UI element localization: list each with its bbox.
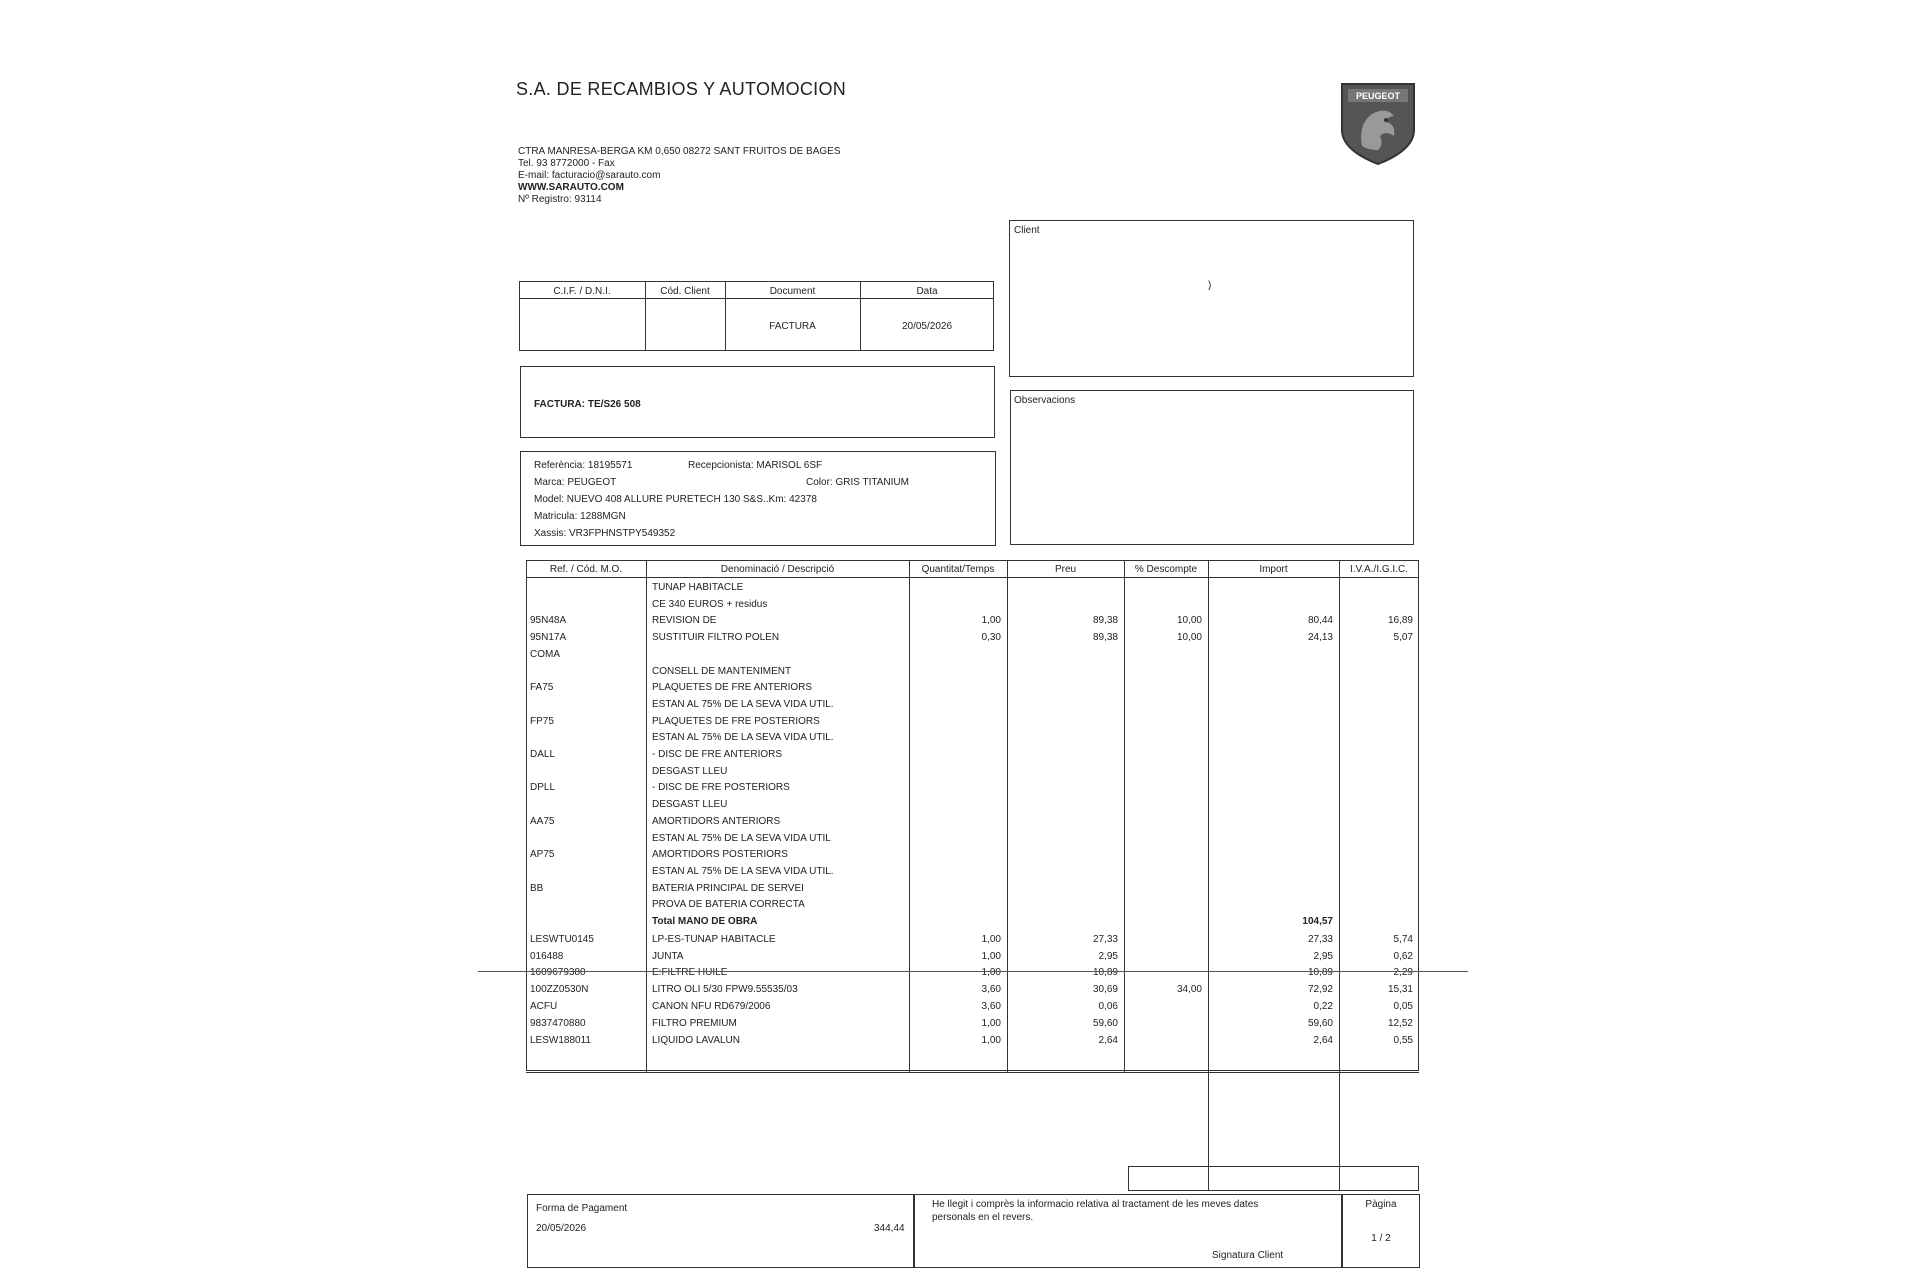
cell-ref: 1609679380 [530,967,586,978]
cell-desc: PROVA DE BATERIA CORRECTA [652,899,805,910]
col-header-description: Denominació / Descripció [720,564,835,575]
cell-qty: 1,00 [981,967,1001,978]
cell-ref: 9837470880 [530,1018,586,1029]
cell-qty: 1,00 [981,615,1001,626]
cell-desc: LITRO OLI 5/30 FPW9.55535/03 [652,984,798,995]
totals-divider [1208,1166,1209,1191]
cell-disc: 34,00 [1176,984,1202,995]
document-value: FACTURA [769,321,816,332]
cell-qty: 3,60 [981,984,1001,995]
observations-box [1010,390,1414,545]
cell-price: 89,38 [1092,615,1118,626]
cell-vat: 0,62 [1393,951,1413,962]
cell-desc: JUNTA [652,951,684,962]
cell-desc: CANON NFU RD679/2006 [652,1001,771,1012]
cell-ref: DALL [530,749,556,760]
signature-label: Signatura Client [1212,1250,1284,1261]
cell-vat: 0,55 [1393,1035,1413,1046]
cell-vat: 5,74 [1393,934,1413,945]
cell-ref: DPLL [530,782,556,793]
cell-desc: AMORTIDORS ANTERIORS [652,816,781,827]
payment-amount: 344,44 [874,1223,905,1234]
cell-ref: LESW188011 [530,1035,591,1046]
table-body-bottom [526,1072,1419,1073]
cell-vat: 12,52 [1387,1018,1413,1029]
col-divider [646,560,647,1072]
cell-desc: DESGAST LLEU [652,799,728,810]
cell-ref: BB [530,883,544,894]
vehicle-model: Model: NUEVO 408 ALLURE PURETECH 130 S&S..Km: 42378 [534,494,817,505]
company-email: E-mail: facturacio@sarauto.com [518,170,661,181]
vehicle-plate: Matricula: 1288MGN [534,511,626,522]
date-value: 20/05/2026 [901,321,953,332]
vehicle-color: Color: GRIS TITANIUM [806,477,909,488]
page-label: Pàgina [1365,1199,1397,1210]
col-header-quantity: Quantitat/Temps [921,564,995,575]
cell-vat: 2,29 [1393,967,1413,978]
col-header-import: Import [1259,564,1288,575]
cell-ref: COMA [530,649,560,660]
cell-ref: 95N17A [530,632,567,643]
cell-price: 2,95 [1098,951,1118,962]
company-name: S.A. DE RECAMBIOS Y AUTOMOCION [516,79,847,99]
cell-vat: 16,89 [1387,615,1413,626]
cell-imp: 2,64 [1313,1035,1333,1046]
cell-imp: 80,44 [1307,615,1333,626]
totals-strip [1128,1166,1419,1191]
vehicle-reference: Referència: 18195571 [534,460,633,471]
cell-qty: 1,00 [981,934,1001,945]
company-address: CTRA MANRESA-BERGA KM 0,650 08272 SANT FRUITOS DE BAGES [518,146,841,157]
company-phone: Tel. 93 8772000 - Fax [518,158,615,169]
client-value: ) [1208,280,1212,291]
cell-imp: 0,22 [1313,1001,1333,1012]
cell-ref: ACFU [530,1001,558,1012]
cell-desc: CE 340 EUROS + residus [652,599,768,610]
cell-desc: REVISION DE [652,615,717,626]
cell-desc: ESTAN AL 75% DE LA SEVA VIDA UTIL. [652,866,834,877]
cell-imp: 24,13 [1307,632,1333,643]
cell-ref: FP75 [530,716,554,727]
cell-desc: ESTAN AL 75% DE LA SEVA VIDA UTIL [652,833,831,844]
cell-desc: PLAQUETES DE FRE POSTERIORS [652,716,820,727]
privacy-line-2: personals en el revers. [932,1212,1034,1223]
cell-desc: AMORTIDORS POSTERIORS [652,849,788,860]
client-code-label: Cód. Client [660,286,710,297]
cell-imp: 59,60 [1307,1018,1333,1029]
cell-desc: PLAQUETES DE FRE ANTERIORS [652,682,813,693]
cif-label: C.I.F. / D.N.I. [553,286,611,297]
cell-price: 0,06 [1098,1001,1118,1012]
vehicle-chassis: Xassis: VR3FPHNSTPY549352 [534,528,676,539]
vehicle-brand: Marca: PEUGEOT [534,477,617,488]
logo-text: PEUGEOT [1355,91,1401,101]
col-header-discount: % Descompte [1134,564,1198,575]
cell-desc: ESTAN AL 75% DE LA SEVA VIDA UTIL. [652,732,834,743]
cell-desc: CONSELL DE MANTENIMENT [652,666,792,677]
cell-disc: 10,00 [1176,615,1202,626]
header-divider [519,298,994,299]
cell-imp: 10,89 [1307,967,1333,978]
cell-desc: LIQUIDO LAVALUN [652,1035,740,1046]
cell-qty: 1,00 [981,1035,1001,1046]
cell-disc: 10,00 [1176,632,1202,643]
cell-ref: AA75 [530,816,555,827]
vehicle-receptionist: Recepcionista: MARISOL 6SF [688,460,823,471]
cell-desc: LP-ES-TUNAP HABITACLE [652,934,776,945]
cell-ref: 95N48A [530,615,567,626]
scan-line [478,971,1468,972]
observations-label: Observacions [1014,395,1076,406]
cell-desc: - DISC DE FRE POSTERIORS [652,782,790,793]
payment-label: Forma de Pagament [536,1203,628,1214]
cell-qty: 3,60 [981,1001,1001,1012]
cell-qty: 0,30 [981,632,1001,643]
cell-desc: ESTAN AL 75% DE LA SEVA VIDA UTIL. [652,699,834,710]
cell-imp: 104,57 [1302,916,1333,927]
cell-desc: SUSTITUIR FILTRO POLEN [652,632,780,643]
cell-ref: 016488 [530,951,564,962]
cell-desc: TUNAP HABITACLE [652,582,744,593]
invoice-number: FACTURA: TE/S26 508 [534,399,641,410]
cell-imp: 2,95 [1313,951,1333,962]
cell-qty: 1,00 [981,1018,1001,1029]
company-registry: Nº Registro: 93114 [518,194,602,205]
cell-desc: DESGAST LLEU [652,766,728,777]
cell-ref: 100ZZ0530N [530,984,589,995]
client-label: Client [1014,225,1040,236]
cell-price: 30,69 [1092,984,1118,995]
cell-vat: 5,07 [1393,632,1413,643]
cell-imp: 27,33 [1307,934,1333,945]
cell-desc: E:FILTRE HUILE [652,967,728,978]
col-header-ref: Ref. / Cód. M.O. [549,564,623,575]
peugeot-logo [1338,80,1418,166]
payment-date: 20/05/2026 [536,1223,587,1234]
cell-desc: - DISC DE FRE ANTERIORS [652,749,783,760]
cell-ref: FA75 [530,682,554,693]
cell-price: 27,33 [1092,934,1118,945]
cell-price: 10,89 [1092,967,1118,978]
cell-qty: 1,00 [981,951,1001,962]
cell-imp: 72,92 [1307,984,1333,995]
date-label: Data [916,286,938,297]
cell-price: 89,38 [1092,632,1118,643]
cell-desc: FILTRO PREMIUM [652,1018,737,1029]
cell-ref: LESWTU0145 [530,934,594,945]
page-number: 1 / 2 [1371,1233,1391,1244]
cell-desc: BATERIA PRINCIPAL DE SERVEI [652,883,804,894]
cell-ref: AP75 [530,849,555,860]
col-header-price: Preu [1054,564,1077,575]
client-box [1009,220,1414,377]
document-label: Document [769,286,816,297]
cell-desc: Total MANO DE OBRA [652,916,758,927]
col-divider [1208,560,1209,1167]
totals-divider [1339,1166,1340,1191]
privacy-line-1: He llegit i comprès la informacio relativa al tractament de les meves dates [932,1199,1259,1210]
col-divider [1339,560,1340,1167]
company-web: WWW.SARAUTO.COM [518,182,624,193]
col-header-vat: I.V.A./I.G.I.C. [1350,564,1408,575]
cell-vat: 15,31 [1387,984,1413,995]
cell-price: 2,64 [1098,1035,1118,1046]
table-header-divider [526,577,1419,578]
cell-vat: 0,05 [1393,1001,1413,1012]
cell-price: 59,60 [1092,1018,1118,1029]
